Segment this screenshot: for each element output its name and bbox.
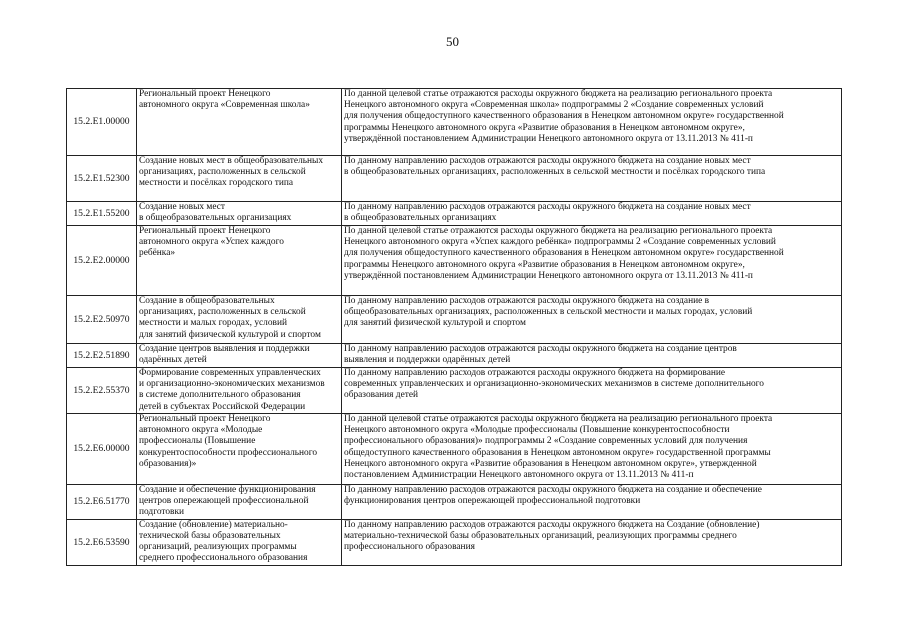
target-article-code: 15.2.E2.55370 [67, 368, 137, 414]
table-body [67, 89, 842, 566]
table-row [67, 414, 842, 485]
target-article-name: Создание новых мест в общеобразовательных организациях, расположенных в сельской местности и посёлках городского типа [137, 156, 342, 202]
target-article-name: Создание в общеобразовательных организациях, расположенных в сельской местности и малых городах, условий для занятий физической культурой и спортом [137, 296, 342, 344]
target-article-description: По данному направлению расходов отражаются расходы окружного бюджета на создание в общеобразовательных организациях, расположенных в сельской местности и малых городах, условий для занятий физической культурой и спортом [342, 296, 842, 344]
target-article-description: По данному направлению расходов отражаются расходы окружного бюджета на создание новых мест в общеобразовательных организациях, расположенных в сельской местности и посёлках городского типа [342, 156, 842, 202]
table-row [67, 368, 842, 414]
target-article-description: По данной целевой статье отражаются расходы окружного бюджета на реализацию регионального проекта Ненецкого автономного округа «Успех каждого ребёнка» подпрограммы 2 «Создание современных условий для получения общедоступного качественного образования в Ненецком автономном округе» государственной программы Ненецкого автономного округа «Развитие образования в Ненецком автономном округе», утверждённой постановлением Администрации Ненецкого автономного округа от 13.11.2013 № 411-п [342, 226, 842, 296]
table-row [67, 519, 842, 565]
target-article-code: 15.2.E2.00000 [67, 226, 137, 296]
target-article-name: Создание (обновление) материально- технической базы образовательных организаций, реализующих программы среднего профессионального образования [137, 519, 342, 565]
target-article-code: 15.2.E2.50970 [67, 296, 137, 344]
table-row [67, 485, 842, 520]
target-article-name: Региональный проект Ненецкого автономного округа «Современная школа» [137, 89, 342, 156]
target-article-code: 15.2.E6.53590 [67, 519, 137, 565]
target-article-code: 15.2.E6.51770 [67, 485, 137, 520]
table-row [67, 89, 842, 156]
target-article-description: По данной целевой статье отражаются расходы окружного бюджета на реализацию регионального проекта Ненецкого автономного округа «Современная школа» подпрограммы 2 «Создание современных условий для получения общедоступного качественного образования в Ненецком автономном округе» государственной программы Ненецкого автономного округа «Развитие образования в Ненецком автономном округе», утверждённой постановлением Администрации Ненецкого автономного округа от 13.11.2013 № 411-п [342, 89, 842, 156]
target-article-code: 15.2.E6.00000 [67, 414, 137, 485]
table-row [67, 226, 842, 296]
target-article-name: Создание новых мест в общеобразовательных организациях [137, 202, 342, 226]
target-article-description: По данному направлению расходов отражаются расходы окружного бюджета на создание новых мест в общеобразовательных организациях [342, 202, 842, 226]
target-article-description: По данному направлению расходов отражаются расходы окружного бюджета на формирование современных управленческих и организационно-экономических механизмов в системе дополнительного образования детей [342, 368, 842, 414]
target-article-name: Формирование современных управленческих и организационно-экономических механизмов в системе дополнительного образования детей в субъектах Российской Федерации [137, 368, 342, 414]
target-article-code: 15.2.E1.55200 [67, 202, 137, 226]
target-article-code: 15.2.E1.00000 [67, 89, 137, 156]
table-row [67, 156, 842, 202]
table-row [67, 344, 842, 368]
target-article-name: Создание центров выявления и поддержки одарённых детей [137, 344, 342, 368]
target-article-code: 15.2.E2.51890 [67, 344, 137, 368]
target-article-description: По данному направлению расходов отражаются расходы окружного бюджета на создание и обеспечение функционирования центров опережающей профессиональной подготовки [342, 485, 842, 520]
target-article-name: Региональный проект Ненецкого автономного округа «Молодые профессионалы (Повышение конкурентоспособности профессионального образования)» [137, 414, 342, 485]
page-number: 50 [446, 34, 459, 49]
target-article-description: По данному направлению расходов отражаются расходы окружного бюджета на создание центров выявления и поддержки одарённых детей [342, 344, 842, 368]
target-article-description: По данному направлению расходов отражаются расходы окружного бюджета на Создание (обновление) материально-технической базы образовательных организаций, реализующих программы среднего профессионального образования [342, 519, 842, 565]
table-row [67, 202, 842, 226]
target-article-code: 15.2.E1.52300 [67, 156, 137, 202]
table-row [67, 296, 842, 344]
target-article-description: По данной целевой статье отражаются расходы окружного бюджета на реализацию регионального проекта Ненецкого автономного округа «Молодые профессионалы (Повышение конкурентоспособности профессионального образования)» подпрограммы 2 «Создание современных условий для получения общедоступного качественного образования в Ненецком автономном округе» государственной программы Ненецкого автономного округа «Развитие образования в Ненецком автономном округе», утвержденной постановлением Администрации Ненецкого автономного округа от 13.11.2013 № 411-п [342, 414, 842, 485]
target-article-name: Создание и обеспечение функционирования центров опережающей профессиональной подготовки [137, 485, 342, 520]
target-article-name: Региональный проект Ненецкого автономного округа «Успех каждого ребёнка» [137, 226, 342, 296]
budget-classification-table [66, 88, 842, 566]
